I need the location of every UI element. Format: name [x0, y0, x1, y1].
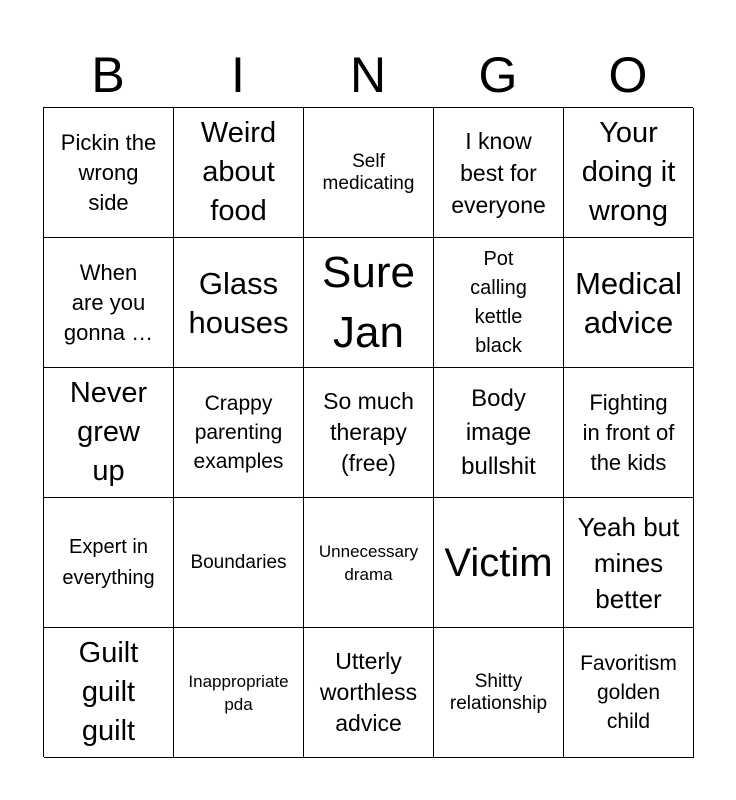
- bingo-cell[interactable]: [564, 368, 694, 498]
- bingo-cell[interactable]: [304, 368, 434, 498]
- bingo-cell[interactable]: [174, 108, 304, 238]
- cell-text: Crappy parenting examples: [193, 392, 284, 473]
- bingo-cell[interactable]: [44, 498, 174, 628]
- cell-text: Expert in everything: [62, 535, 155, 589]
- cell-text: Weird about food: [200, 117, 277, 227]
- cell-text: Guilt guilt guilt: [78, 637, 139, 747]
- bingo-cell[interactable]: [44, 368, 174, 498]
- cell-text: When are you gonna …: [63, 259, 154, 345]
- cell-text: Never grew up: [69, 377, 148, 487]
- bingo-header: [43, 44, 693, 106]
- cell-text: Boundaries: [190, 551, 287, 573]
- bingo-cell[interactable]: [304, 238, 434, 368]
- cell-text: Shitty relationship: [449, 670, 548, 714]
- header-letter-g: G: [478, 47, 518, 103]
- cell-text: I know best for everyone: [451, 127, 546, 218]
- cell-text: Victim: [444, 540, 553, 585]
- cell-text: Glass houses: [188, 265, 289, 340]
- cell-text: Your doing it wrong: [581, 117, 676, 227]
- bingo-cell[interactable]: [44, 108, 174, 238]
- bingo-cell[interactable]: [304, 628, 434, 758]
- bingo-cell[interactable]: [174, 628, 304, 758]
- bingo-cell[interactable]: [174, 498, 304, 628]
- cell-text: Pot calling kettle black: [470, 247, 527, 357]
- bingo-cell[interactable]: [564, 628, 694, 758]
- cell-text: Yeah but mines better: [577, 511, 680, 614]
- cell-text: Medical advice: [575, 265, 682, 340]
- header-letter-o: O: [608, 47, 648, 103]
- bingo-cell[interactable]: [434, 628, 564, 758]
- header-letter-b: B: [91, 47, 125, 103]
- bingo-cell[interactable]: [434, 368, 564, 498]
- cell-text: Self medicating: [322, 150, 415, 194]
- bingo-cell[interactable]: [44, 238, 174, 368]
- bingo-cell[interactable]: [564, 238, 694, 368]
- header-letter-i: I: [231, 47, 245, 103]
- bingo-cell[interactable]: [564, 498, 694, 628]
- cell-text: Fighting in front of the kids: [582, 389, 675, 475]
- bingo-cell[interactable]: [174, 238, 304, 368]
- bingo-cell[interactable]: [44, 628, 174, 758]
- bingo-cell[interactable]: [304, 108, 434, 238]
- bingo-cell[interactable]: [434, 498, 564, 628]
- cell-text: Utterly worthless advice: [319, 648, 418, 736]
- cell-text: Unnecessary drama: [318, 541, 419, 584]
- header-letter-n: N: [349, 47, 387, 103]
- bingo-cell[interactable]: [174, 368, 304, 498]
- bingo-cell[interactable]: [434, 108, 564, 238]
- bingo-cell[interactable]: [564, 108, 694, 238]
- cell-text: Inappropriate pda: [188, 671, 289, 714]
- cell-text: Pickin the wrong side: [60, 129, 157, 215]
- bingo-cell[interactable]: [304, 498, 434, 628]
- cell-text: Body image bullshit: [461, 384, 536, 480]
- cell-text: Sure Jan: [322, 247, 415, 357]
- cell-text: Favoritism golden child: [580, 652, 677, 733]
- cell-text: So much therapy (free): [323, 388, 414, 476]
- bingo-board: [43, 107, 693, 757]
- bingo-cell[interactable]: [434, 238, 564, 368]
